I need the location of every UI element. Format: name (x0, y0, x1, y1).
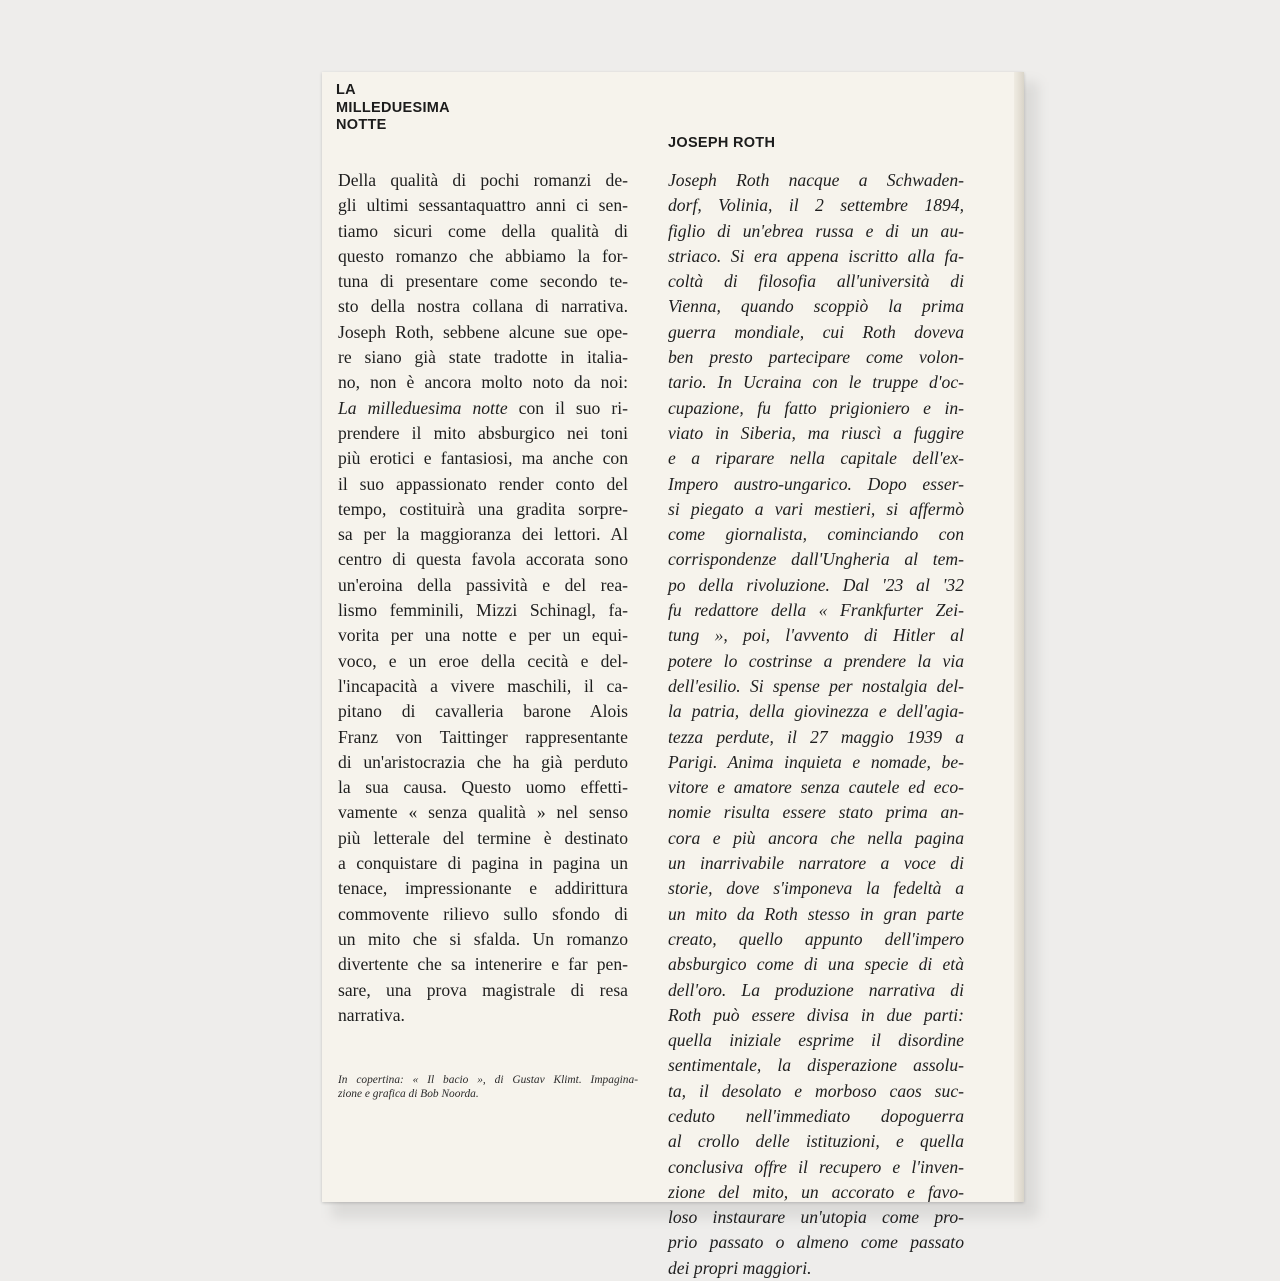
text-line: prio passato o almeno come passato (668, 1232, 964, 1253)
text-line: Roth può essere divisa in due parti: (668, 1004, 964, 1025)
text-line: voco, e un eroe della cecità e del- (338, 650, 628, 671)
text-line: Della qualità di pochi romanzi de- (338, 170, 628, 190)
cover-credits (338, 1074, 638, 1101)
text-line: storie, dove s'imponeva la fedeltà a (668, 878, 964, 899)
text-line: coltà di filosofia all'università di (668, 271, 964, 292)
text-line: corrispondenze dall'Ungheria al tem- (668, 549, 964, 570)
text-line: ta, il desolato e morboso caos suc- (668, 1080, 964, 1101)
text-line: lismo femminili, Mizzi Schinagl, fa- (338, 600, 628, 621)
text-line: centro di questa favola accorata sono (338, 549, 628, 570)
text-line: la sua causa. Questo uomo effetti- (338, 777, 628, 798)
text-line: e a riparare nella capitale dell'ex- (668, 448, 964, 469)
text-line: gli ultimi sessantaquattro anni ci sen- (338, 195, 628, 216)
text-line: tezza perdute, il 27 maggio 1939 a (668, 726, 964, 747)
text-line: più erotici e fantasiosi, ma anche con (338, 448, 628, 469)
text-line: La milleduesima notte con il suo ri- (338, 397, 628, 418)
text-line: Joseph Roth nacque a Schwaden- (668, 170, 964, 190)
title-line: LA (336, 82, 356, 98)
text-line: tempo, costituirà una gradita sorpre- (338, 498, 628, 519)
text-line: Vienna, quando scoppiò la prima (668, 296, 964, 317)
text-line: sa per la maggioranza dei lettori. Al (338, 524, 628, 545)
text-line: un mito che si sfalda. Un romanzo (338, 928, 628, 949)
text-line: dell'oro. La produzione narrativa di (668, 979, 964, 1000)
text-line: un mito da Roth stesso in gran parte (668, 903, 964, 924)
text-line: Impero austro-ungarico. Dopo esser- (668, 473, 964, 494)
author-bio-column (668, 168, 964, 1281)
text-line: si piegato a vari mestieri, si affermò (668, 498, 964, 519)
text-line: Franz von Taittinger rappresentante (338, 726, 628, 747)
author-name: JOSEPH ROTH (668, 135, 776, 151)
text-line: divertente che sa intenerire e far pen- (338, 954, 628, 975)
text-line: nomie risulta essere stato prima an- (668, 802, 964, 823)
text-line: il suo appassionato render conto del (338, 473, 628, 494)
title-line: NOTTE (336, 117, 387, 133)
text-line: ben presto partecipare come volon- (668, 347, 964, 368)
text-line: re siano già state tradotte in italia- (338, 347, 628, 368)
text-line: viato in Siberia, ma riuscì a fuggire (668, 422, 964, 443)
text-line: pitano di cavalleria barone Alois (338, 701, 628, 722)
text-line: di un'aristocrazia che ha già perduto (338, 751, 628, 772)
text-line: absburgico come di una specie di età (668, 954, 964, 975)
text-line: fu redattore della « Frankfurter Zei- (668, 600, 964, 621)
text-line: zione e grafica di Bob Noorda. (338, 1087, 479, 1100)
text-line: tario. In Ucraina con le truppe d'oc- (668, 372, 964, 393)
text-line: In copertina: « Il bacio », di Gustav Klimt. Impagina- (338, 1074, 638, 1086)
text-line: guerra mondiale, cui Roth doveva (668, 321, 964, 342)
text-line: questo romanzo che abbiamo la for- (338, 245, 628, 266)
text-line: sentimentale, la disperazione assolu- (668, 1055, 964, 1076)
text-line: vitore e amatore senza cautele ed eco- (668, 777, 964, 798)
book-title-mention: La milleduesima notte (338, 397, 508, 418)
book-back-cover (322, 72, 1024, 1278)
text-line: più letterale del termine è destinato (338, 827, 628, 848)
text-line: tenace, impressionante e addirittura (338, 878, 628, 899)
text-line: conclusiva offre il recupero e l'inven- (668, 1156, 964, 1177)
text-line: dell'esilio. Si spense per nostalgia del- (668, 675, 964, 696)
text-line: come giornalista, cominciando con (668, 524, 964, 545)
text-line: tiamo sicuri come della qualità di (338, 220, 628, 241)
blurb-column (338, 168, 628, 1028)
text-line: cupazione, fu fatto prigioniero e in- (668, 397, 964, 418)
title-line: MILLEDUESIMA (336, 99, 450, 116)
text-line: la patria, della giovinezza e dell'agia- (668, 701, 964, 722)
text-line: commovente rilievo sullo sfondo di (338, 903, 628, 924)
text-line: dorf, Volinia, il 2 settembre 1894, (668, 195, 964, 216)
text-line: striaco. Si era appena iscritto alla fa- (668, 245, 964, 266)
text-line: po della rivoluzione. Dal '23 al '32 (668, 574, 964, 595)
text-line: cora e più ancora che nella pagina (668, 827, 964, 848)
text-line: dei propri maggiori. (668, 1257, 812, 1278)
text-line: prendere il mito absburgico nei toni (338, 422, 628, 443)
text-line: un'eroina della passività e del rea- (338, 574, 628, 595)
text-line: sare, una prova magistrale di resa (338, 979, 628, 1000)
page-edge (1014, 72, 1024, 1202)
text-line: tuna di presentare come secondo te- (338, 271, 628, 292)
book-title (336, 82, 450, 135)
text-line: vamente « senza qualità » nel senso (338, 802, 628, 823)
text-line: figlio di un'ebrea russa e di un au- (668, 220, 964, 241)
text-line: Joseph Roth, sebbene alcune sue ope- (338, 321, 628, 342)
text-line: ceduto nell'immediato dopoguerra (668, 1105, 964, 1126)
text-line: tung », poi, l'avvento di Hitler al (668, 625, 964, 646)
text-line: loso instaurare un'utopia come pro- (668, 1207, 964, 1228)
text-line: quella iniziale esprime il disordine (668, 1030, 964, 1051)
text-line: a conquistare di pagina in pagina un (338, 853, 628, 874)
text-line: no, non è ancora molto noto da noi: (338, 372, 628, 393)
text-line: vorita per una notte e per un equi- (338, 625, 628, 646)
text-line: un inarrivabile narratore a voce di (668, 853, 964, 874)
text-line: narrativa. (338, 1004, 405, 1025)
text-line: potere lo costrinse a prendere la via (668, 650, 964, 671)
text-line: sto della nostra collana di narrativa. (338, 296, 628, 317)
text-line: Parigi. Anima inquieta e nomade, be- (668, 751, 964, 772)
text-line: zione del mito, un accorato e favo- (668, 1181, 964, 1202)
text-line: al crollo delle istituzioni, e quella (668, 1131, 964, 1152)
text-line: creato, quello appunto dell'impero (668, 928, 964, 949)
text-line: l'incapacità a vivere maschili, il ca- (338, 675, 628, 696)
